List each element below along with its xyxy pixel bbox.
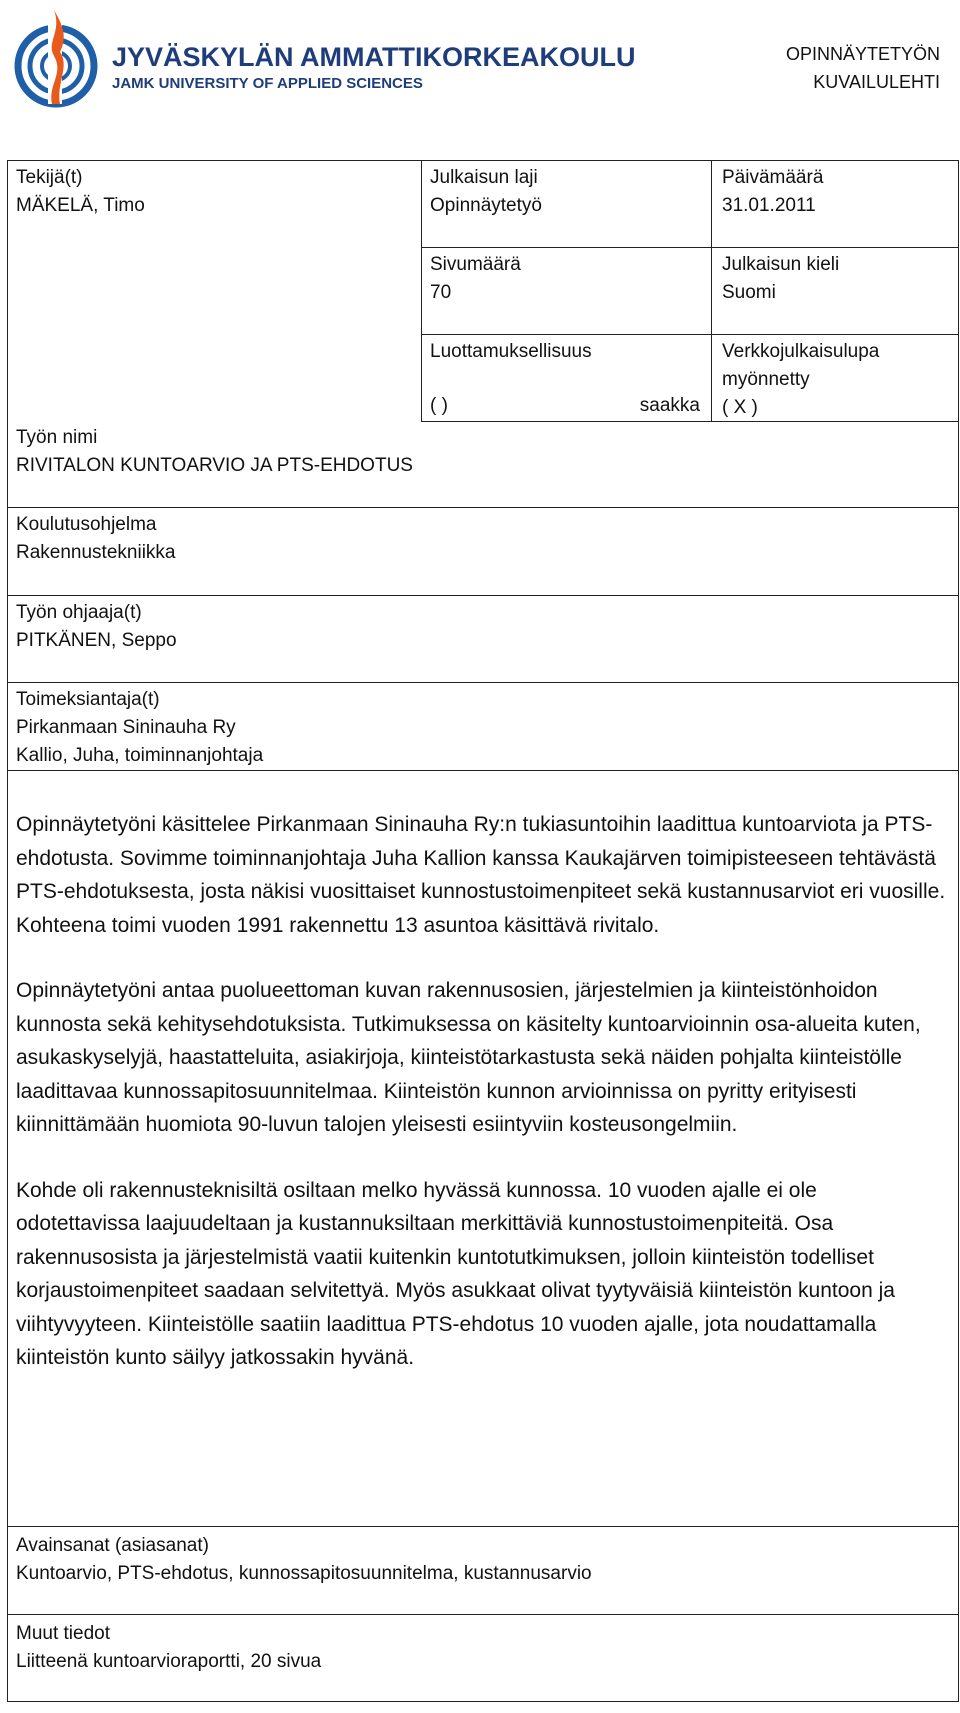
confidentiality-label: Luottamuksellisuus: [430, 341, 592, 362]
divider-supervisor: [7, 682, 959, 683]
client-value-2: Kallio, Juha, toiminnanjohtaja: [16, 745, 264, 766]
border-left: [7, 160, 8, 1702]
program-value: Rakennustekniikka: [16, 542, 176, 563]
date-value: 31.01.2011: [722, 195, 816, 216]
document-type-line-1: OPINNÄYTETYÖN: [785, 44, 940, 64]
other-info-field: [16, 1620, 321, 1676]
program-label: Koulutusohjelma: [16, 514, 157, 535]
title-value: RIVITALON KUNTOARVIO JA PTS-EHDOTUS: [16, 455, 413, 476]
online-publication-checkbox[interactable]: ( X ): [722, 397, 758, 418]
document-type: [786, 40, 940, 96]
pages-label: Sivumäärä: [430, 254, 521, 275]
logo-name-text: JYVÄSKYLÄN AMMATTIKORKEAKOULU: [112, 42, 636, 72]
divider-client: [7, 770, 959, 771]
date-field: [722, 164, 823, 220]
confidentiality-until: saakka: [639, 395, 700, 416]
language-label: Julkaisun kieli: [722, 254, 840, 275]
pages-value: 70: [430, 282, 452, 303]
supervisor-label: Työn ohjaaja(t): [16, 602, 142, 623]
pages-field: [430, 251, 521, 307]
online-publication-label-2: myönnetty: [722, 369, 810, 390]
border-right: [958, 160, 959, 1702]
client-label: Toimeksiantaja(t): [16, 689, 160, 710]
language-value: Suomi: [722, 282, 776, 303]
divider-row-a: [421, 247, 959, 248]
confidentiality-field: [430, 338, 700, 418]
abstract: [16, 808, 946, 1407]
divider-program: [7, 595, 959, 596]
keywords-value: Kuntoarvio, PTS-ehdotus, kunnossapitosuunnitelma, kustannusarvio: [16, 1563, 592, 1584]
divider-row-b: [421, 334, 959, 335]
language-field: [722, 251, 839, 307]
author-label: Tekijä(t): [16, 167, 83, 188]
author-field: [16, 164, 145, 220]
jamk-emblem-icon: [8, 4, 636, 114]
title-label: Työn nimi: [16, 427, 98, 448]
client-field: [16, 686, 263, 770]
publication-type-label: Julkaisun laji: [430, 167, 538, 188]
publication-type-field: [430, 164, 542, 220]
abstract-paragraph-1: Opinnäytetyöni käsittelee Pirkanmaan Sininauha Ry:n tukiasuntoihin laadittua kuntoarviota ja PTS-ehdotusta. Sovimme toiminnanjohtaja Juha Kallion kanssa Kaukajärven toimipisteeseen tehtävästä PTS-ehdotuksesta, josta näkisi vuosittaiset kunnostustoimenpiteet sekä kustannusarviot eri vuosille. Kohteena toimi vuoden 1991 rakennettu 13 asuntoa käsittävä rivitalo.: [16, 813, 946, 937]
date-label: Päivämäärä: [722, 167, 824, 188]
online-publication-field: [722, 338, 879, 422]
divider-keywords: [7, 1614, 959, 1615]
border-top: [7, 160, 959, 161]
document-type-line-2: KUVAILULEHTI: [813, 72, 940, 92]
supervisor-value: PITKÄNEN, Seppo: [16, 630, 177, 651]
logo-sub-text: JAMK UNIVERSITY OF APPLIED SCIENCES: [112, 75, 423, 92]
jamk-logo: [8, 4, 636, 114]
abstract-paragraph-2: Opinnäytetyöni antaa puolueettoman kuvan rakennusosien, järjestelmien ja kiinteistönhoidon kunnosta sekä kehitysehdotuksista. Tutkimuksessa on käsitelty kuntoarvioinnin osa-alueita kuten, asukaskyselyjä, haastatteluita, asiakirjoja, kiinteistötarkastusta sekä näiden pohjalta kiinteistölle laadittavaa kunnossapitosuunnitelmaa. Kiinteistön kunnon arvioinnissa on pyritty erityisesti kiinnittämään huomiota 90-luvun talojen yleisesti esiintyviin kosteusongelmiin.: [16, 979, 921, 1136]
divider-col-2: [711, 160, 712, 422]
client-value-1: Pirkanmaan Sininauha Ry: [16, 717, 236, 738]
divider-title: [7, 507, 959, 508]
title-field: [16, 424, 413, 480]
other-info-label: Muut tiedot: [16, 1623, 110, 1644]
abstract-paragraph-3: Kohde oli rakennusteknisiltä osiltaan melko hyvässä kunnossa. 10 vuoden ajalle ei ole odotettavissa laajuudeltaan ja kustannuksiltaan merkittäviä kunnostustoimenpiteitä. Osa rakennusosista ja järjestelmistä vaatii kuitenkin kuntotutkimuksen, jolloin kiinteistön todelliset korjaustoimenpiteet saadaan selvitettyä. Myös asukkaat olivat tyytyväisiä kiinteistön kuntoon ja viihtyvyyteen. Kiinteistölle saatiin laadittua PTS-ehdotus 10 vuoden ajalle, jota noudattamalla kiinteistön kunto säilyy jatkossakin hyvänä.: [16, 1178, 895, 1369]
online-publication-label-1: Verkkojulkaisulupa: [722, 341, 880, 362]
supervisor-field: [16, 599, 177, 655]
divider-abstract: [7, 1526, 959, 1527]
border-bottom: [7, 1701, 959, 1702]
program-field: [16, 511, 175, 567]
divider-col-1: [421, 160, 422, 422]
other-info-value: Liitteenä kuntoarvioraportti, 20 sivua: [16, 1651, 322, 1672]
author-value: MÄKELÄ, Timo: [16, 195, 145, 216]
keywords-label: Avainsanat (asiasanat): [16, 1535, 209, 1556]
confidentiality-checkbox[interactable]: ( ): [430, 395, 448, 416]
keywords-field: [16, 1532, 592, 1588]
publication-type-value: Opinnäytetyö: [430, 195, 542, 216]
